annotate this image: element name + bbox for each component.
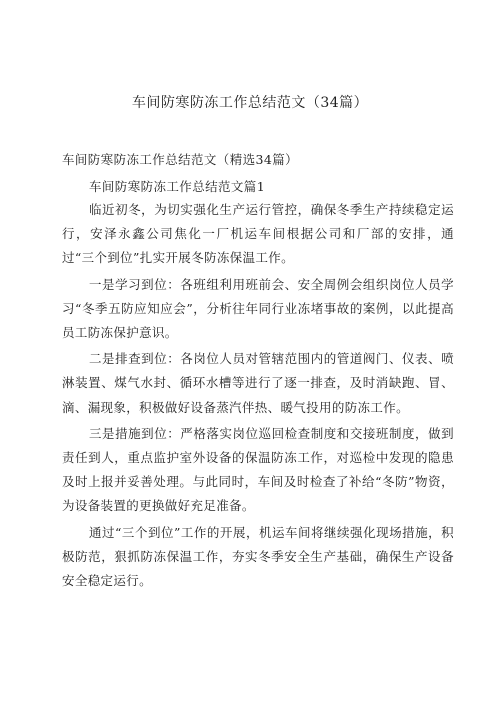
paragraph-study: 一是学习到位：各班组利用班前会、安全周例会组织岗位人员学习“冬季五防应知应会”，分析往年同行业冻堵事故的案例，以此提高员工防冻保护意识。 <box>62 276 454 341</box>
paragraph-measures: 三是措施到位：严格落实岗位巡回检查制度和交接班制度，做到责任到人，重点监护室外设备的保温防冻工作，对巡检中发现的隐患及时上报并妥善处理。与此同时，车间及时检查了补给“冬防”物资，为设备装置的更换做好充足准备。 <box>62 425 454 514</box>
section-heading: 车间防寒防冻工作总结范文篇1 <box>89 179 266 194</box>
paragraph-inspection: 二是排查到位：各岗位人员对管辖范围内的管道阀门、仪表、喷淋装置、煤气水封、循环水槽等进行了逐一排查，及时消缺跑、冒、滴、漏现象，积极做好设备蒸汽伴热、暖气投用的防冻工作。 <box>62 351 454 415</box>
document-body <box>62 198 454 595</box>
paragraph-intro: 临近初冬，为切实强化生产运行管控，确保冬季生产持续稳定运行，安泽永鑫公司焦化一厂机运车间根据公司和厂部的安排，通过“三个到位”扎实开展冬防冻保温工作。 <box>62 202 454 266</box>
document-title: 车间防寒防冻工作总结范文（34篇） <box>131 95 369 111</box>
document-subtitle: 车间防寒防冻工作总结范文（精选34篇） <box>62 152 299 167</box>
paragraph-conclusion: 通过“三个到位”工作的开展，机运车间将继续强化现场措施，积极防范，狠抓防冻保温工作，夯实冬季安全生产基础，确保生产设备安全稳定运行。 <box>62 524 454 589</box>
